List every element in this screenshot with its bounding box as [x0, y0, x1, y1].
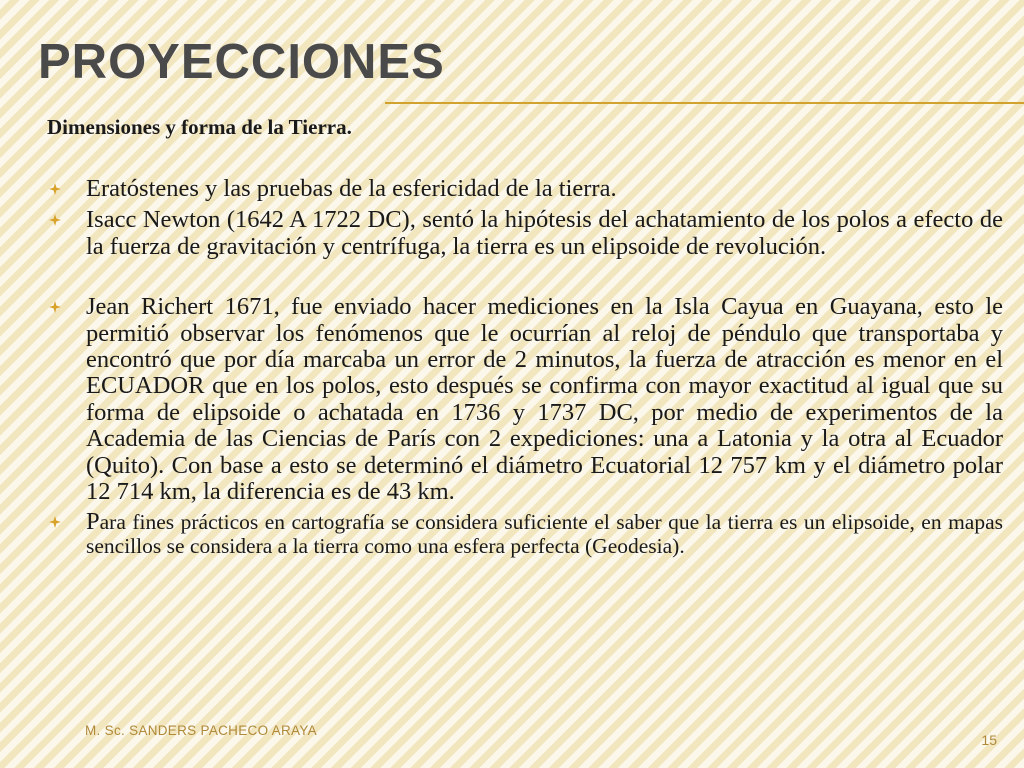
- star-bullet-icon: [49, 183, 61, 195]
- bullet-item: [47, 207, 1003, 260]
- bullet-text: ara fines prácticos en cartografía se considera suficiente el saber que la tierra es un elipsoide, en mapas sencillos se considera a la tierra como una esfera perfecta (Geodesia).: [86, 510, 1003, 558]
- title-underline: [385, 102, 1024, 104]
- slide-subtitle: Dimensiones y forma de la Tierra.: [47, 115, 352, 139]
- bullet-text: Jean Richert 1671, fue enviado hacer mediciones en la Isla Cayua en Guayana, esto le permitió observar los fenómenos que le ocurrían al reloj de péndulo que transportaba y encontró que por día marcaba un error de 2 minutos, la fuerza de atracción es menor en el ECUADOR que en los polos, esto después se confirma con mayor exactitud al igual que su forma de elipsoide o achatada en 1736 y 1737 DC, por medio de experimentos de la Academia de las Ciencias de París con 2 expediciones: una a Latonia y la otra al Ecuador (Quito). Con base a esto se determinó el diámetro Ecuatorial 12 757 km y el diámetro polar 12 714 km, la diferencia es de 43 km.: [86, 293, 1003, 506]
- star-bullet-icon: [49, 301, 61, 313]
- bullet-list: [47, 176, 1003, 558]
- bullet-item: [47, 294, 1003, 505]
- slide-title: PROYECCIONES: [38, 35, 445, 89]
- footer-author: M. Sc. SANDERS PACHECO ARAYA: [85, 723, 317, 738]
- bullet-item: [47, 510, 1003, 558]
- bullet-drop-letter: P: [86, 508, 100, 536]
- page-number: 15: [981, 732, 997, 748]
- star-bullet-icon: [49, 516, 61, 528]
- bullet-item: [47, 176, 1003, 202]
- star-bullet-icon: [49, 214, 61, 226]
- bullet-text: Eratóstenes y las pruebas de la esfericidad de la tierra.: [86, 175, 617, 202]
- bullet-text: Isacc Newton (1642 A 1722 DC), sentó la hipótesis del achatamiento de los polos a efecto de la fuerza de gravitación y centrífuga, la tierra es un elipsoide de revolución.: [86, 206, 1003, 260]
